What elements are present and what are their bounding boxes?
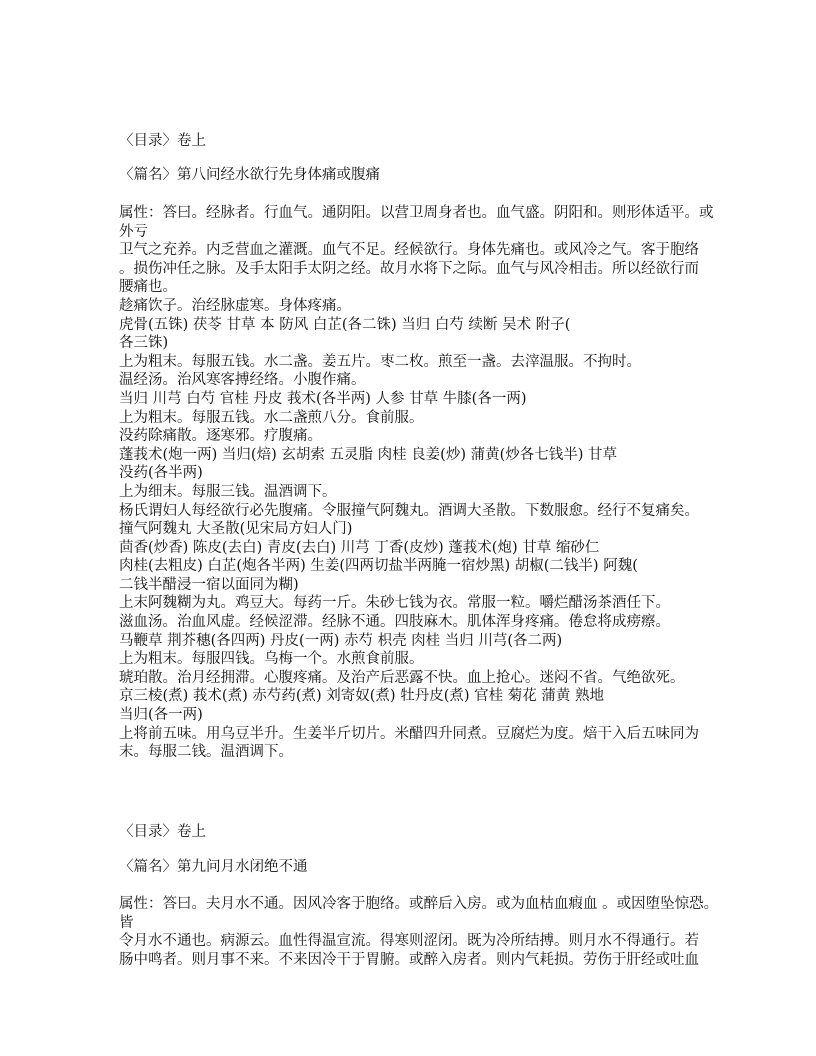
body-text-line: 肉桂(去粗皮) 白芷(炮各半两) 生姜(四两切盐半两腌一宿炒黑) 胡椒(二钱半) 阿魏( bbox=[119, 558, 638, 575]
body-text-line: 上将前五味。用乌豆半升。生姜半斤切片。米醋四升同煮。豆腐烂为度。焙干入后五味同为 bbox=[119, 725, 699, 742]
body-text-line: 上为粗末。每服五钱。水二盏。姜五片。枣二枚。煎至一盏。去滓温服。不拘时。 bbox=[119, 353, 641, 370]
body-text-line: 肠中鸣者。则月事不来。不来因冷干于胃腑。或醉入房者。则内气耗损。劳伤于肝经或吐血 bbox=[119, 951, 699, 968]
body-text-line: 上为粗末。每服五钱。水二盏煎八分。食前服。 bbox=[119, 409, 424, 426]
body-text-line: 末。每服二钱。温酒调下。 bbox=[119, 744, 293, 761]
chapter-title: 〈篇名〉第八问经水欲行先身体痛或腹痛 bbox=[119, 167, 380, 183]
body-text-line: 卫气之充养。内乏营血之灌溉。血气不足。经候欲行。身体先痛也。或风冷之气。客于胞络 bbox=[119, 242, 699, 259]
body-text-line: 属性：答曰。夫月水不通。因风冷客于胞络。或醉后入房。或为血枯血瘕血 。或因堕坠惊恐。 bbox=[119, 896, 719, 912]
body-text-line: 琥珀散。治月经拥滞。心腹疼痛。及治产后恶露不快。血上抢心。迷闷不省。气绝欲死。 bbox=[119, 669, 685, 686]
body-text-line: 没药(各半两) bbox=[119, 465, 203, 482]
body-text-line: 虎骨(五铢) 茯苓 甘草 本 防风 白芷(各二铢) 当归 白芍 续断 吴术 附子( bbox=[119, 316, 571, 333]
body-text-line: 当归(各一两) bbox=[119, 707, 203, 724]
body-text-line: 马鞭草 荆芥穗(各四两) 丹皮(一两) 赤芍 枳壳 肉桂 当归 川芎(各二两) bbox=[119, 632, 563, 649]
body-text-line: 上末阿魏糊为丸。鸡豆大。每药一斤。朱砂七钱为衣。常服一粒。嚼烂醋汤茶酒任下。 bbox=[119, 595, 670, 612]
body-text-line: 滋血汤。治血风虚。经候涩滞。经脉不通。四肢麻木。肌体浑身疼痛。倦怠将成痨瘵。 bbox=[119, 614, 670, 631]
body-text-line: 当归 川芎 白芍 官桂 丹皮 莪术(各半两) 人参 甘草 牛膝(各一两) bbox=[119, 390, 527, 407]
body-text-line: 杨氏谓妇人每经欲行必先腹痛。令服撞气阿魏丸。酒调大圣散。下数服愈。经行不复痛矣。 bbox=[119, 502, 699, 519]
body-text-line: 各三铢) bbox=[119, 335, 169, 352]
section1-title-block bbox=[119, 166, 719, 185]
body-text-line: 二钱半醋浸一宿以面同为糊) bbox=[119, 576, 299, 593]
body-text-line: 。损伤冲任之脉。及手太阳手太阴之经。故月水将下之际。血气与风冷相击。所以经欲行而 bbox=[119, 260, 699, 277]
body-text-line: 京三棱(煮) 莪术(煮) 赤芍药(煮) 刘寄奴(煮) 牡丹皮(煮) 官桂 菊花 蒲黄 熟地 bbox=[119, 688, 604, 705]
body-text-line: 腰痛也。 bbox=[119, 279, 177, 296]
body-text-line: 属性：答曰。经脉者。行血气。通阴阳。以营卫周身者也。血气盛。阴阳和。则形体适平。或 bbox=[119, 205, 714, 221]
section1-body bbox=[119, 204, 719, 762]
body-text-line: 温经汤。治风寒客搏经络。小腹作痛。 bbox=[119, 372, 366, 389]
body-text-line: 趁痛饮子。治经脉虚寒。身体疼痛。 bbox=[119, 297, 351, 314]
section2-body bbox=[119, 895, 719, 969]
body-text-line: 没药除痛散。逐寒邪。疗腹痛。 bbox=[119, 428, 322, 445]
section1-catalog-block bbox=[119, 132, 719, 151]
body-text-line: 撞气阿魏丸 大圣散(见宋局方妇人门) bbox=[119, 521, 353, 538]
body-text-line: 上为粗末。每服四钱。乌梅一个。水煎食前服。 bbox=[119, 651, 424, 668]
body-text-line: 蓬莪术(炮一两) 当归(焙) 玄胡索 五灵脂 肉桂 良姜(炒) 蒲黄(炒各七钱半) 甘草 bbox=[119, 446, 618, 463]
body-text-line: 令月水不通也。病源云。血性得温宣流。得寒则涩闭。既为冷所结搏。则月水不得通行。若 bbox=[119, 933, 699, 950]
body-text-line: 外亏 bbox=[119, 223, 148, 240]
chapter-title: 〈篇名〉第九问月水闭绝不通 bbox=[119, 859, 308, 875]
section2-title-block bbox=[119, 858, 719, 877]
catalog-heading: 〈目录〉卷上 bbox=[119, 824, 206, 840]
section2-catalog-block bbox=[119, 823, 719, 842]
body-text-line: 茴香(炒香) 陈皮(去白) 青皮(去白) 川芎 丁香(皮炒) 蓬莪术(炮) 甘草 缩砂仁 bbox=[119, 539, 600, 556]
catalog-heading: 〈目录〉卷上 bbox=[119, 133, 206, 149]
body-text-line: 皆 bbox=[119, 914, 134, 931]
body-text-line: 上为细末。每服三钱。温酒调下。 bbox=[119, 483, 337, 500]
